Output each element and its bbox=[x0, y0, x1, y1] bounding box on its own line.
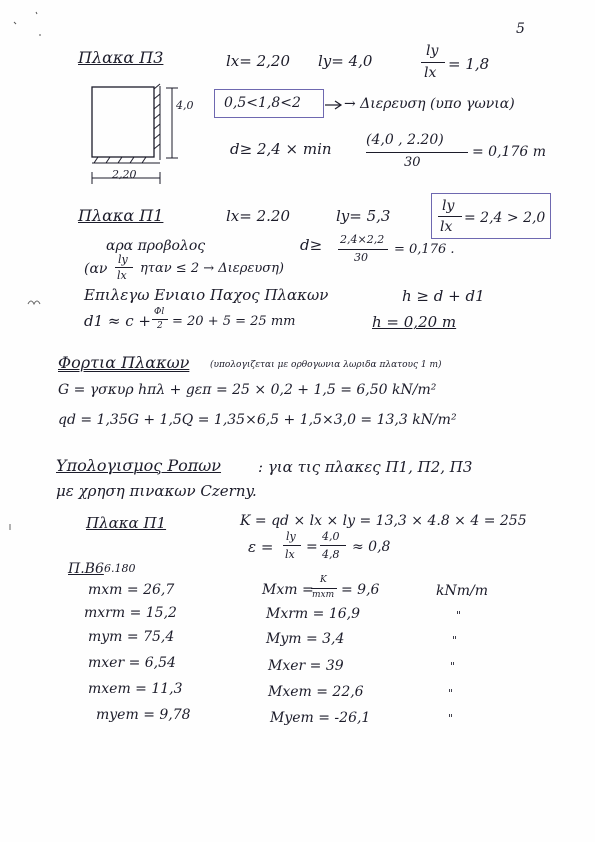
plate-p1-ratio-value: = 2,4 > 2,0 bbox=[464, 210, 546, 226]
moments-Mxm-label: Mxm = bbox=[262, 582, 314, 598]
plate-p1-ratio-den: lx bbox=[440, 219, 453, 235]
plate-p3-d-prefix: d≥ 2,4 × min bbox=[230, 140, 332, 158]
moments-Mxem: Mxem = 22,6 bbox=[268, 684, 364, 700]
moments-Mxer: Mxer = 39 bbox=[268, 658, 344, 674]
moments-Mxm-num: K bbox=[320, 575, 327, 585]
ditto-mark: " bbox=[450, 660, 456, 673]
plate-p3-ratio-num: ly bbox=[426, 43, 439, 59]
moments-eps-label: ε = bbox=[248, 538, 274, 556]
moments-coeff-mym: mym = 75,4 bbox=[88, 629, 175, 645]
moments-eps-eq: = bbox=[306, 539, 318, 555]
plate-p1-d1-den: 2 bbox=[157, 321, 163, 331]
plate-p1-if-num: ly bbox=[118, 253, 128, 266]
plate-p1-d-denominator: 30 bbox=[354, 251, 368, 264]
loads-title: Φορτια Πλακων bbox=[58, 353, 190, 372]
plate-p3-ratio-value: = 1,8 bbox=[448, 55, 490, 73]
loads-permanent: G = γσκυρ hπλ + gεπ = 25 × 0,2 + 1,5 = 6,50 kN/m² bbox=[58, 382, 437, 398]
page-number: 5 bbox=[516, 21, 525, 37]
plate-p3-bottom-dimension: 2,20 bbox=[112, 168, 137, 181]
moments-Mxrm: Mxrm = 16,9 bbox=[266, 606, 361, 622]
plate-p1-d-numerator: 2,4×2,2 bbox=[340, 233, 385, 246]
moments-eps-num1: ly bbox=[286, 530, 296, 543]
moments-Mym: Mym = 3,4 bbox=[266, 631, 345, 647]
moments-unit: kNm/m bbox=[436, 583, 489, 599]
plate-p3-d-numerator: (4,0 , 2.20) bbox=[366, 132, 444, 148]
plate-p3-ly: ly= 4,0 bbox=[318, 52, 373, 70]
moments-coeff-mxem: mxem = 11,3 bbox=[88, 681, 183, 697]
moments-eps-den1: lx bbox=[285, 548, 295, 561]
plate-p3-d-denominator: 30 bbox=[404, 155, 421, 170]
moments-table-id: 6.180 bbox=[104, 562, 136, 575]
plate-p3-side-dimension: 4,0 bbox=[176, 99, 194, 112]
moments-Myem: Myem = -26,1 bbox=[270, 710, 371, 726]
moments-eps-num2: 4,0 bbox=[322, 530, 340, 543]
loads-design: qd = 1,35G + 1,5Q = 1,35×6,5 + 1,5×3,0 = 13,3 kN/m² bbox=[58, 412, 457, 428]
plate-p1-d1-num: Φl bbox=[154, 307, 165, 317]
moments-coeff-mxm: mxm = 26,7 bbox=[88, 582, 175, 598]
moments-Mxm-den: mxm bbox=[312, 590, 335, 600]
ditto-mark: " bbox=[448, 712, 454, 725]
plate-p1-h-result: h = 0,20 m bbox=[372, 313, 457, 331]
plate-p1-ly: ly= 5,3 bbox=[336, 207, 391, 225]
plate-p1-d-label: d≥ bbox=[300, 236, 323, 254]
plate-p1-h-condition: h ≥ d + d1 bbox=[402, 287, 485, 305]
plate-p1-if-den: lx bbox=[117, 269, 127, 282]
plate-p3-arrow-text: → Διερευση (υπο γωνια) bbox=[344, 96, 515, 112]
moments-coeff-mxrm: mxrm = 15,2 bbox=[84, 605, 177, 621]
plate-p3-ratio-den: lx bbox=[424, 65, 437, 81]
moments-coeff-myem: myem = 9,78 bbox=[96, 707, 191, 723]
moments-title: Υπολογισμος Ροπων bbox=[56, 456, 222, 475]
plate-p3-d-result: = 0,176 m bbox=[472, 144, 546, 160]
moments-title-rest: : για τις πλακες Π1, Π2, Π3 bbox=[258, 458, 473, 476]
plate-p1-ratio-num: ly bbox=[442, 198, 455, 214]
moments-eps-result: ≈ 0,8 bbox=[352, 539, 391, 555]
plate-p3-title: Πλακα Π3 bbox=[78, 48, 164, 67]
plate-p1-d1-label: d1 ≈ c + bbox=[84, 312, 151, 330]
plate-p1-lx: lx= 2.20 bbox=[226, 207, 290, 225]
plate-p1-cantilever: αρα προβολος bbox=[106, 238, 206, 254]
plate-p1-d-result: = 0,176 . bbox=[394, 242, 455, 257]
moments-coeff-mxer: mxer = 6,54 bbox=[88, 655, 176, 671]
plate-p1-if-label: (αν bbox=[84, 261, 108, 277]
ditto-mark: " bbox=[448, 687, 454, 700]
plate-p1-d1-rest: = 20 + 5 = 25 mm bbox=[172, 314, 296, 329]
moments-table-ref: Π.Β6 bbox=[68, 561, 104, 577]
loads-title-note: (υπολογιζεται με ορθογωνια λωριδα πλατους 1 m) bbox=[210, 360, 442, 370]
moments-Mxm-result: = 9,6 bbox=[341, 582, 380, 598]
ditto-mark: " bbox=[452, 634, 458, 647]
moments-eps-den2: 4,8 bbox=[322, 548, 340, 561]
plate-p3-lx: lx= 2,20 bbox=[226, 52, 290, 70]
moments-K: K = qd × lx × ly = 13,3 × 4.8 × 4 = 255 bbox=[240, 513, 527, 529]
plate-p3-condition: 0,5<1,8<2 bbox=[224, 95, 301, 111]
moments-plate-title: Πλακα Π1 bbox=[86, 514, 167, 532]
plate-p1-title: Πλακα Π1 bbox=[78, 206, 164, 225]
plate-p1-if-rest: ηταν ≤ 2 → Διερευση) bbox=[140, 261, 284, 276]
moments-czerny-line: με χρηση πινακων Czerny. bbox=[56, 482, 257, 500]
ditto-mark: " bbox=[456, 609, 462, 622]
plate-p1-uniform-thickness: Επιλεγω Ενιαιο Παχος Πλακων bbox=[84, 286, 329, 304]
